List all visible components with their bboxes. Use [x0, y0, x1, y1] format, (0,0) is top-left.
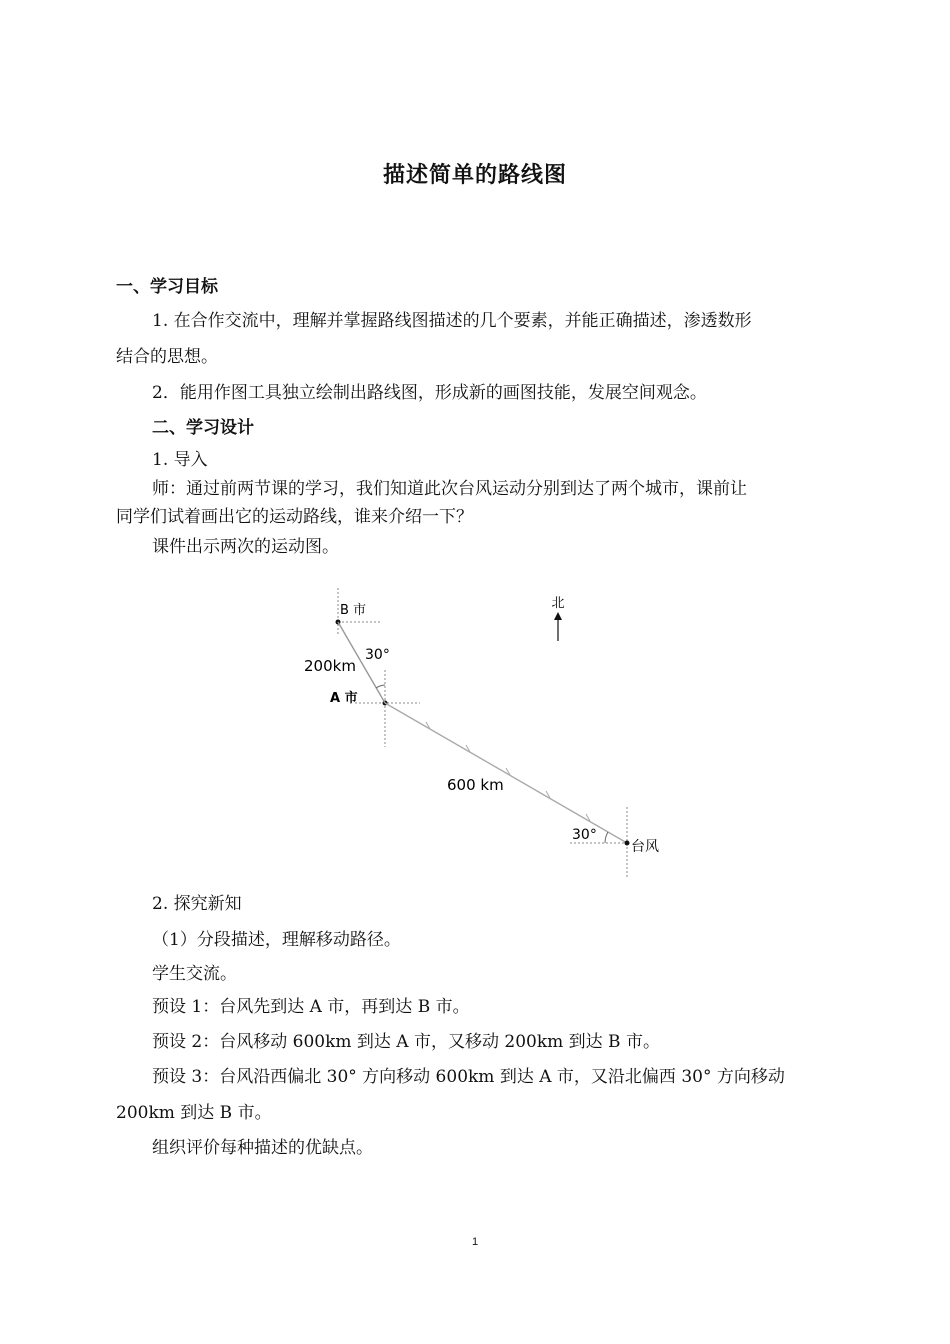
- page-number: 1: [471, 1236, 479, 1248]
- typhoon-point: [625, 841, 630, 846]
- goal-2: 2．能用作图工具独立绘制出路线图，形成新的画图技能，发展空间观念。: [152, 383, 707, 403]
- angle-label-b: 30°: [365, 647, 390, 663]
- distance-label-ab: 200km: [304, 657, 356, 675]
- section-heading-design: 二、学习设计: [152, 418, 254, 438]
- teacher-line-1: 师：通过前两节课的学习，我们知道此次台风运动分别到达了两个城市，课前让: [152, 479, 747, 499]
- preset-3-line-1: 预设 3：台风沿西偏北 30° 方向移动 600km 到达 A 市，又沿北偏西 30° 方向移动: [152, 1067, 785, 1087]
- preset-2: 预设 2：台风移动 600km 到达 A 市，又移动 200km 到达 B 市。: [152, 1032, 660, 1052]
- section-heading-goals: 一、学习目标: [116, 277, 218, 297]
- page-title: 描述简单的路线图: [382, 163, 567, 188]
- preset-3-line-2: 200km 到达 B 市。: [116, 1103, 272, 1123]
- a-city-label: A 市: [330, 691, 358, 706]
- north-arrow-icon: [554, 612, 562, 620]
- teacher-line-2: 同学们试着画出它的运动路线，谁来介绍一下？: [116, 507, 473, 527]
- route-segment-typhoon-a: [385, 703, 627, 843]
- evaluation-note: 组织评价每种描述的优缺点。: [152, 1138, 373, 1158]
- b-city-label: B 市: [340, 603, 367, 618]
- courseware-note: 课件出示两次的运动图。: [152, 537, 339, 557]
- goal-1-line-2: 结合的思想。: [116, 347, 218, 367]
- sub-heading-1: （1）分段描述，理解移动路径。: [152, 930, 401, 950]
- student-exchange: 学生交流。: [152, 964, 237, 984]
- north-label: 北: [551, 596, 565, 611]
- goal-1-line-1: 1. 在合作交流中，理解并掌握路线图描述的几个要素，并能正确描述，渗透数形: [152, 311, 752, 331]
- angle-label-typhoon: 30°: [572, 827, 597, 843]
- angle-arc-typhoon: [605, 832, 608, 843]
- step-1-heading: 1. 导入: [152, 450, 208, 470]
- route-diagram: [290, 585, 690, 885]
- preset-1: 预设 1：台风先到达 A 市，再到达 B 市。: [152, 997, 470, 1017]
- angle-arc-b: [376, 685, 385, 688]
- step-2-heading: 2. 探究新知: [152, 894, 242, 914]
- distance-label-typhoon-a: 600 km: [447, 776, 504, 794]
- typhoon-label: 台风: [631, 839, 659, 855]
